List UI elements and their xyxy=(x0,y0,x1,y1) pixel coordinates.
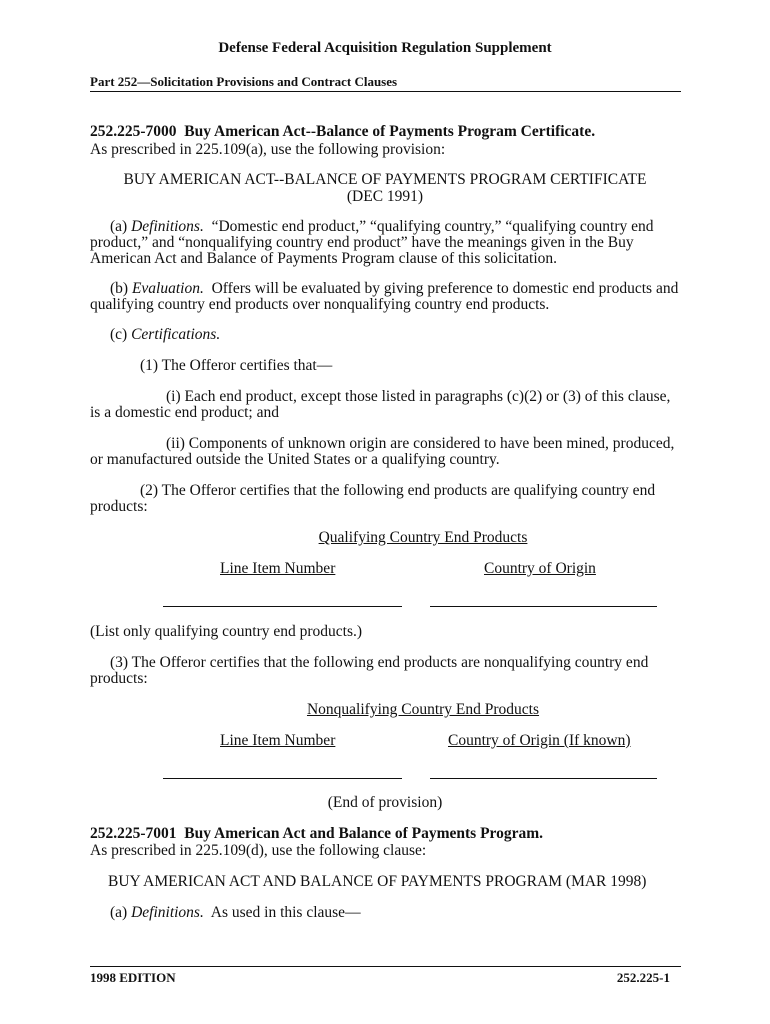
section-title: Buy American Act and Balance of Payments Program. xyxy=(184,825,544,842)
paragraph-c1-ii: (ii) Components of unknown origin are considered to have been mined, produced, or manufactured outside the United States or a qualifying country. xyxy=(90,435,675,468)
paragraph-c1: (1) The Offeror certifies that— xyxy=(140,357,333,374)
paragraph-label: (a) xyxy=(110,218,128,235)
provision-date: (DEC 1991) xyxy=(346,188,424,205)
paragraph-label: (b) xyxy=(110,280,129,297)
paragraph-text: Offers will be evaluated by giving preference to domestic end products and qualifying country end products over nonqualifying country end products. xyxy=(90,280,679,313)
footer-page-number: 252.225-1 xyxy=(616,970,670,985)
qualifying-line-item-blank[interactable] xyxy=(163,606,402,607)
qualifying-country-blank[interactable] xyxy=(430,606,657,607)
paragraph-term: Definitions. xyxy=(131,904,204,921)
paragraph-text: As used in this clause— xyxy=(210,904,361,921)
header-divider xyxy=(90,91,681,92)
list-note: (List only qualifying country end products.) xyxy=(90,623,363,640)
nonqualifying-col-country: Country of Origin (If known) xyxy=(448,732,631,749)
nonqualifying-line-item-blank[interactable] xyxy=(163,778,402,779)
paragraph-c2: (2) The Offeror certifies that the following end products are qualifying country end products: xyxy=(90,482,656,515)
clause-title: BUY AMERICAN ACT AND BALANCE OF PAYMENTS PROGRAM (MAR 1998) xyxy=(108,873,647,890)
document-header-title: Defense Federal Acquisition Regulation Supplement xyxy=(218,40,552,56)
paragraph-text: “Domestic end product,” “qualifying country,” “qualifying country end product,” and “nonqualifying country end product” have the meanings given in the Buy American Act and Balance of Payments Program clause of this solicitation. xyxy=(90,218,654,267)
paragraph-label: (a) xyxy=(110,904,128,921)
paragraph-term: Evaluation. xyxy=(131,280,204,297)
section-7001-heading xyxy=(90,826,680,842)
nonqualifying-table-title: Nonqualifying Country End Products xyxy=(306,701,540,718)
section-number: 252.225-7001 xyxy=(90,825,177,842)
paragraph-c1-i: (i) Each end product, except those listed in paragraphs (c)(2) or (3) of this clause, is a domestic end product; and xyxy=(90,388,671,421)
provision-title: BUY AMERICAN ACT--BALANCE OF PAYMENTS PROGRAM CERTIFICATE xyxy=(123,171,647,188)
section-7001-prescribed: As prescribed in 225.109(d), use the following clause: xyxy=(90,842,427,859)
qualifying-col-country: Country of Origin xyxy=(484,560,596,577)
paragraph-term: Certifications. xyxy=(131,326,221,343)
paragraph-label: (c) xyxy=(110,326,128,343)
clause-paragraph-a xyxy=(90,905,680,921)
paragraph-a-definitions xyxy=(90,219,680,267)
footer-edition: 1998 EDITION xyxy=(90,970,176,985)
nonqualifying-col-line-item: Line Item Number xyxy=(220,732,336,749)
paragraph-c3: (3) The Offeror certifies that the following end products are nonqualifying country end products: xyxy=(90,654,649,687)
end-of-provision: (End of provision) xyxy=(327,794,443,811)
qualifying-table-title: Qualifying Country End Products xyxy=(318,529,528,546)
part-heading: Part 252—Solicitation Provisions and Contract Clauses xyxy=(90,74,398,89)
section-7000-prescribed: As prescribed in 225.109(a), use the following provision: xyxy=(90,141,446,158)
paragraph-b-evaluation xyxy=(90,281,680,313)
section-title: Buy American Act--Balance of Payments Program Certificate. xyxy=(184,123,596,140)
qualifying-col-line-item: Line Item Number xyxy=(220,560,336,577)
nonqualifying-country-blank[interactable] xyxy=(430,778,657,779)
footer-divider xyxy=(90,966,681,967)
section-7000-heading xyxy=(90,124,680,140)
paragraph-term: Definitions. xyxy=(131,218,204,235)
section-number: 252.225-7000 xyxy=(90,123,177,140)
paragraph-c-certifications xyxy=(90,327,680,343)
